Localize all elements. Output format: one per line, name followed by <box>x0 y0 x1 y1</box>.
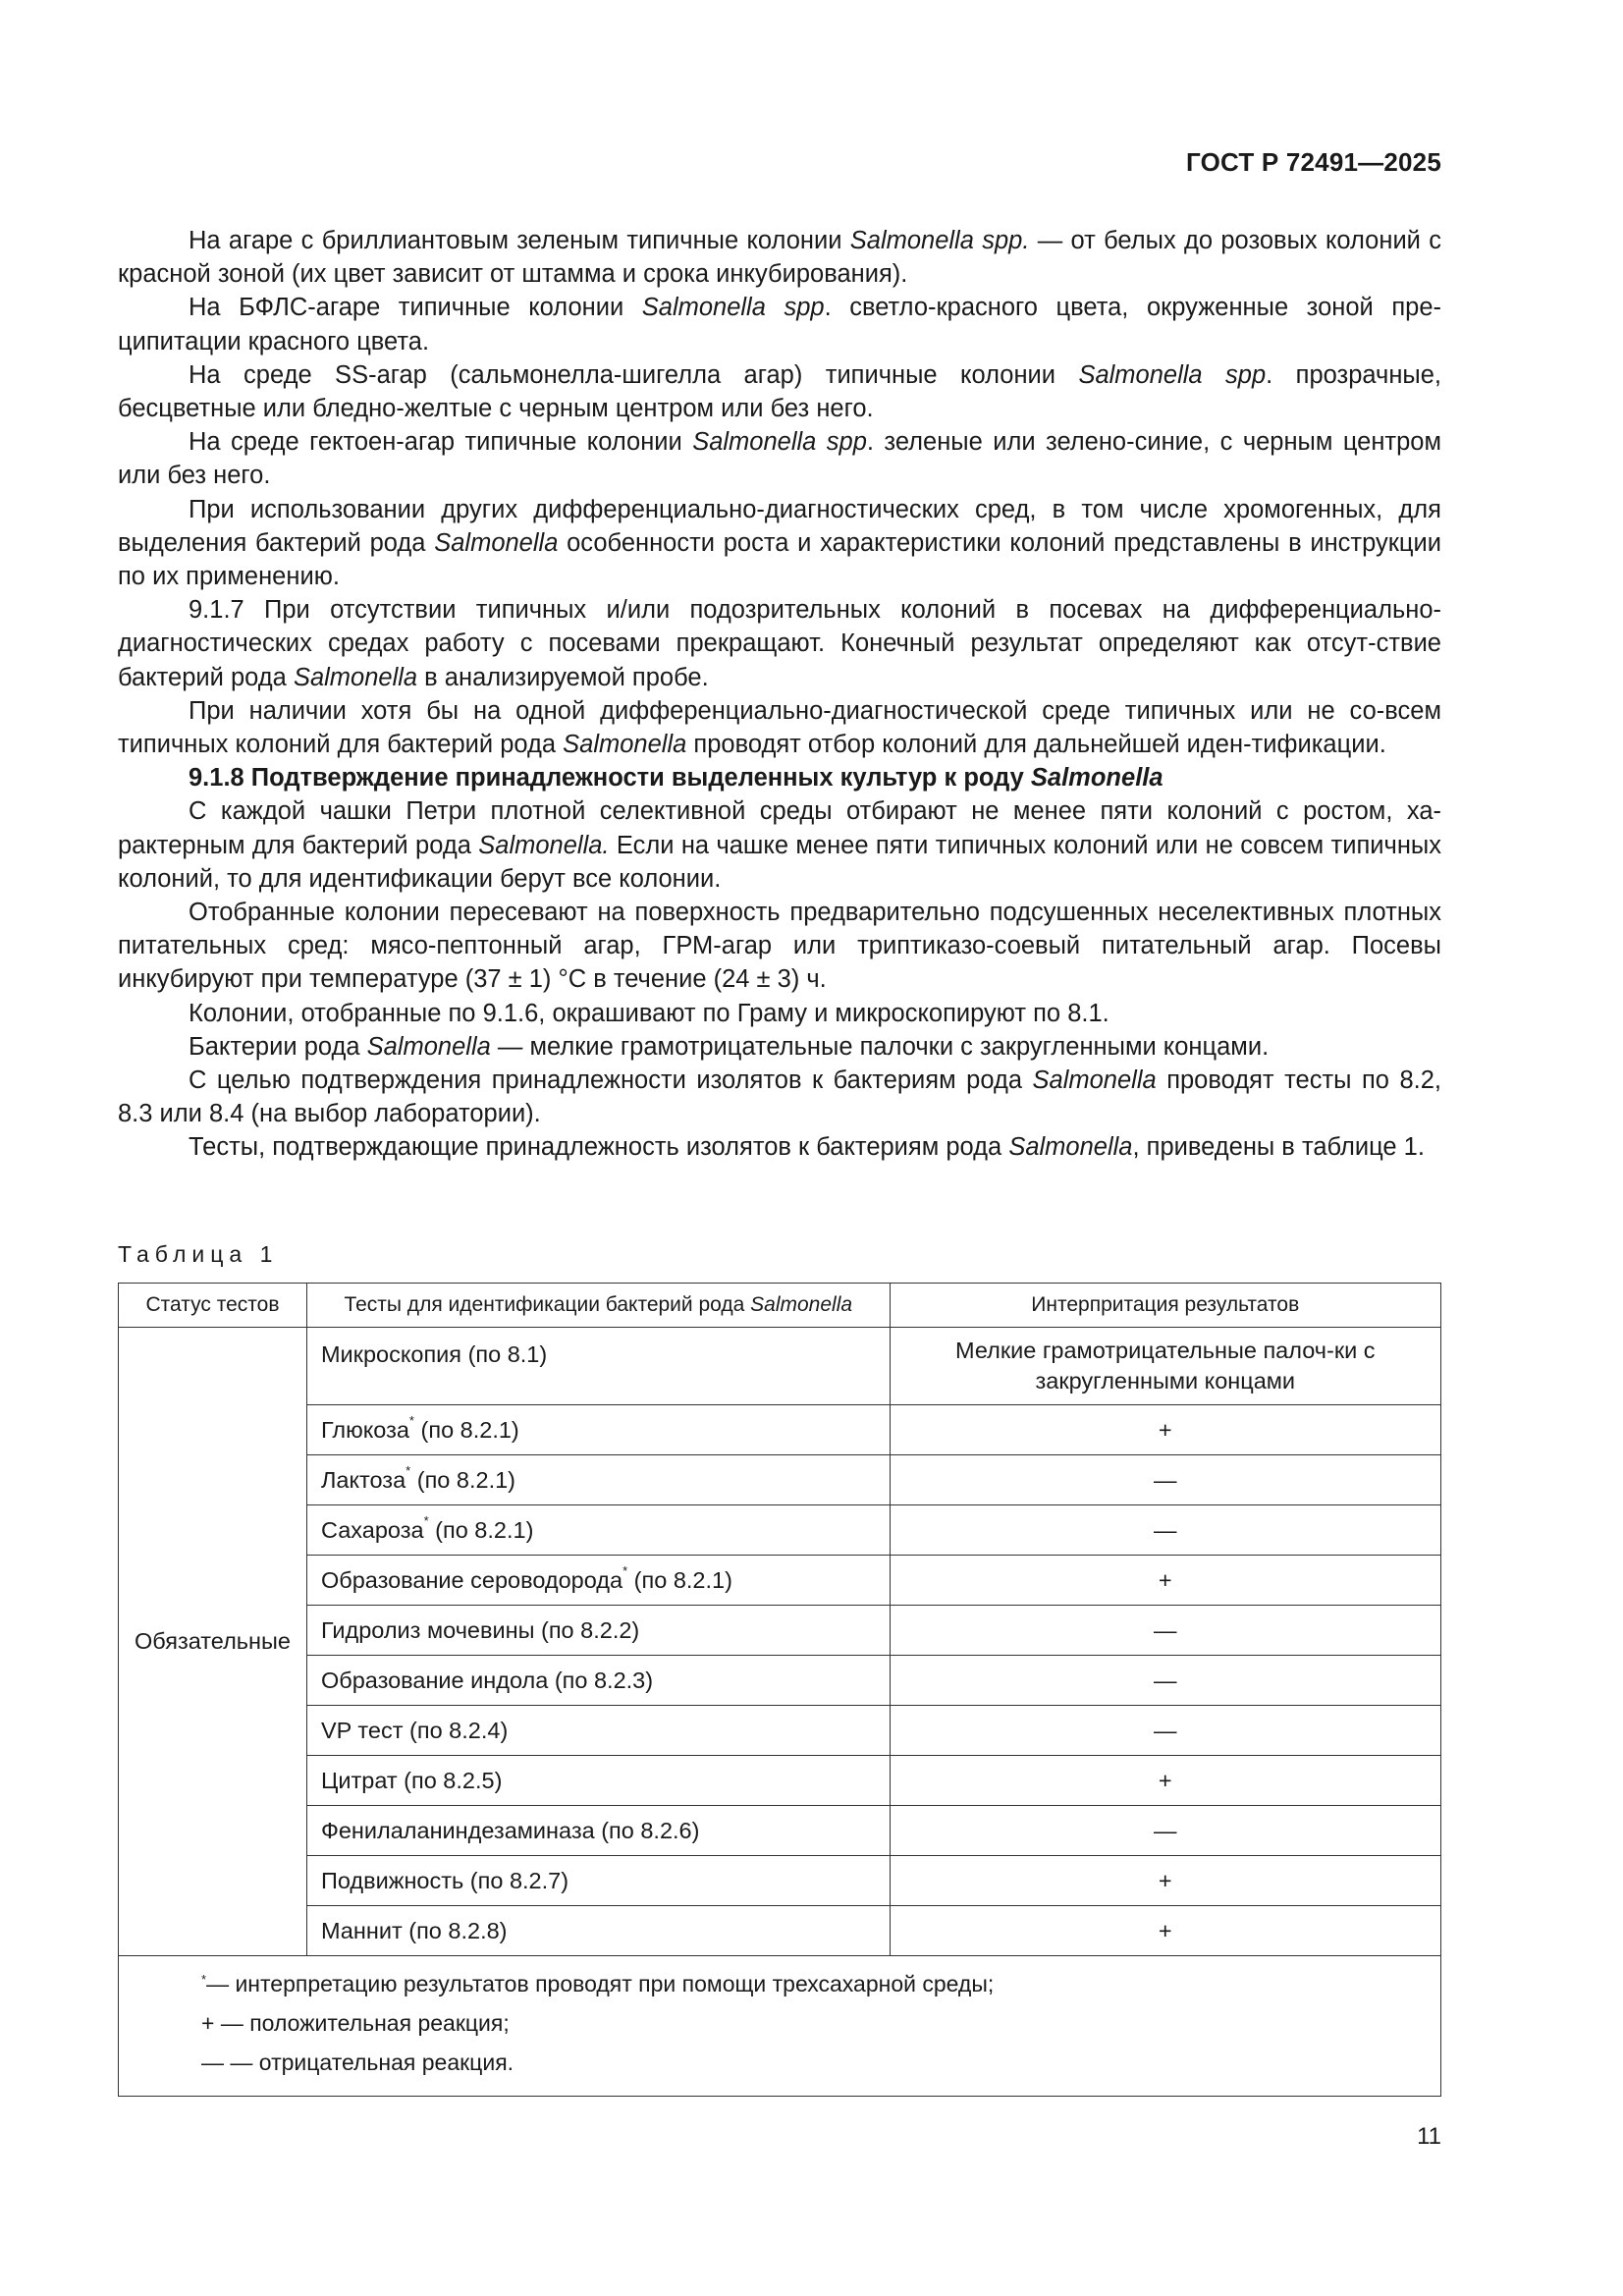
note-line <box>201 1964 1440 2003</box>
note-star: * <box>201 1972 207 1987</box>
table-row <box>119 1906 1441 1956</box>
text-run: С целью подтверждения принадлежности изолятов к бактериям рода <box>189 1066 1033 1095</box>
text-run: Если на чашке менее пяти типичных колоний или не совсем типичных колоний, то для идентификации берут все колонии. <box>118 831 1441 893</box>
text-run: На агаре с бриллиантовым зеленым типичные колонии <box>189 227 850 254</box>
italic-term: Salmonella spp. <box>849 227 1030 254</box>
paragraph <box>118 694 1441 761</box>
identification-table <box>118 1283 1441 2097</box>
text-run: . светло-красного цвета, окруженные зоной пре-ципитации красного цвета. <box>118 294 1441 355</box>
test-cell <box>306 1656 890 1706</box>
paragraph <box>118 358 1441 425</box>
paragraph <box>118 896 1441 997</box>
result-cell: + <box>890 1405 1440 1455</box>
test-cell <box>306 1556 890 1606</box>
test-name: Гидролиз мочевины (по 8.2.2) <box>320 1616 640 1643</box>
status-cell: Обязательные <box>119 1328 307 1956</box>
footnote-star: * <box>423 1512 429 1528</box>
note-line: + — положительная реакция; <box>201 2010 510 2036</box>
text-run: Колонии, отобранные по 9.1.6, окрашивают по Граму и микроскопируют по 8.1. <box>189 999 1109 1027</box>
paragraph <box>118 493 1441 594</box>
header-tests <box>306 1284 890 1328</box>
italic-term: Salmonella <box>434 528 559 557</box>
header-status: Статус тестов <box>119 1284 307 1328</box>
italic-term: Salmonella <box>1030 764 1163 793</box>
test-name: Подвижность (по 8.2.7) <box>320 1867 569 1893</box>
paragraph <box>118 794 1441 896</box>
table-row <box>119 1505 1441 1556</box>
test-cell <box>306 1906 890 1956</box>
test-cell <box>306 1328 890 1405</box>
text-run: Бактерии рода <box>189 1032 367 1061</box>
text-run: — мелкие грамотрицательные палочки с закругленными концами. <box>490 1032 1270 1061</box>
footnote-star: * <box>622 1562 628 1578</box>
table-row <box>119 1706 1441 1756</box>
header-tests-prefix: Тесты для идентификации бактерий рода <box>344 1293 751 1316</box>
text-run: 9.1.7 При отсутствии типичных и/или подозрительных колоний в посевах на дифференциально-диагностических средах работу с посевами прекращают. Конечный результат определяют как отсут-ствие бактерий рода <box>118 596 1441 691</box>
result-cell: — <box>890 1606 1440 1656</box>
text-run: особенности роста и характеристики колоний представлены в инструкции по их применению. <box>118 528 1441 591</box>
note-text: — интерпретацию результатов проводят при помощи трехсахарной среды; <box>206 1971 995 1996</box>
test-name: VP тест (по 8.2.4) <box>320 1717 509 1743</box>
result-cell: Мелкие грамотрицательные палоч-ки с закругленными концами <box>890 1328 1440 1405</box>
paragraph <box>118 997 1441 1030</box>
test-name: Фенилаланиндезаминаза (по 8.2.6) <box>320 1817 700 1843</box>
text-run: . зеленые или зелено-синие, с черным центром или без него. <box>118 428 1441 490</box>
paragraph <box>118 224 1441 291</box>
table-body <box>119 1328 1441 1956</box>
test-ref: (по 8.2.1) <box>413 1416 519 1443</box>
document-id: ГОСТ Р 72491—2025 <box>1186 147 1441 177</box>
text-run: — от белых до розовых колоний с красной зоной (их цвет зависит от штамма и срока инкубирования). <box>118 227 1441 289</box>
footnote-star: * <box>408 1412 414 1428</box>
italic-term: Salmonella spp <box>641 294 825 322</box>
table-row <box>119 1455 1441 1505</box>
table-row <box>119 1556 1441 1606</box>
text-run: проводят тесты по 8.2, 8.3 или 8.4 (на выбор лаборатории). <box>118 1066 1441 1128</box>
paragraph <box>118 291 1441 357</box>
result-cell: — <box>890 1455 1440 1505</box>
italic-term: Salmonella. <box>478 831 610 859</box>
result-cell: + <box>890 1556 1440 1606</box>
table-row <box>119 1756 1441 1806</box>
table-header-row <box>119 1284 1441 1328</box>
table-notes-row <box>119 1956 1441 2097</box>
test-ref: (по 8.2.1) <box>627 1566 732 1593</box>
header-tests-genus: Salmonella <box>750 1293 853 1316</box>
paragraph <box>118 1064 1441 1130</box>
test-ref: (по 8.2.1) <box>410 1466 515 1493</box>
text-run: Тесты, подтверждающие принадлежность изолятов к бактериям рода <box>189 1133 1009 1162</box>
footnote-star: * <box>406 1462 411 1478</box>
text-run: в анализируемой пробе. <box>417 663 709 691</box>
paragraph <box>118 425 1441 492</box>
text-run: При наличии хотя бы на одной дифференциально-диагностической среде типичных или не со-всем типичных колоний для бактерий рода <box>118 696 1441 759</box>
result-cell: + <box>890 1756 1440 1806</box>
test-name: Сахароза <box>320 1516 424 1543</box>
italic-term: Salmonella <box>1032 1066 1157 1095</box>
test-cell <box>306 1455 890 1505</box>
table-row <box>119 1606 1441 1656</box>
result-cell: + <box>890 1906 1440 1956</box>
italic-term: Salmonella <box>293 663 418 691</box>
table-row <box>119 1806 1441 1856</box>
test-cell <box>306 1706 890 1756</box>
table-row <box>119 1656 1441 1706</box>
test-cell <box>306 1405 890 1455</box>
test-name: Глюкоза <box>320 1416 409 1443</box>
text-run: . прозрачные, бесцветные или бледно-желтые с черным центром или без него. <box>118 360 1442 423</box>
table-row <box>119 1856 1441 1906</box>
text-run: На среде SS-агар (сальмонелла-шигелла агар) типичные колонии <box>189 360 1079 389</box>
result-cell: — <box>890 1806 1440 1856</box>
text-run: На среде гектоен-агар типичные колонии <box>189 428 693 457</box>
test-name: Цитрат (по 8.2.5) <box>320 1767 503 1793</box>
test-cell <box>306 1606 890 1656</box>
text-run: При использовании других дифференциально-диагностических сред, в том числе хромогенных, для выделения бактерий рода <box>118 495 1441 557</box>
page-number: 11 <box>1417 2123 1441 2150</box>
header-interpretation: Интерпритация результатов <box>890 1284 1440 1328</box>
text-run: 9.1.8 Подтверждение принадлежности выделенных культур к роду <box>189 764 1031 793</box>
result-cell: — <box>890 1505 1440 1556</box>
body-text <box>118 224 1441 1165</box>
test-name: Образование индола (по 8.2.3) <box>320 1667 654 1693</box>
test-cell <box>306 1756 890 1806</box>
result-cell: — <box>890 1706 1440 1756</box>
table-caption: Таблица 1 <box>118 1241 279 1267</box>
test-cell <box>306 1505 890 1556</box>
section-heading <box>118 761 1441 794</box>
text-run: Отобранные колонии пересевают на поверхность предварительно подсушенных неселективных плотных питательных сред: мясо-пептонный агар, ГРМ-агар или триптиказо-соевый питательный агар. Посевы инкубируют при температуре (37 ± 1) °C в течение (24 ± 3) ч. <box>118 899 1441 994</box>
italic-term: Salmonella <box>563 731 687 759</box>
paragraph <box>118 593 1441 694</box>
test-name: Маннит (по 8.2.8) <box>320 1917 508 1943</box>
paragraph <box>118 1030 1441 1064</box>
test-name: Микроскопия (по 8.1) <box>320 1341 548 1367</box>
text-run: , приведены в таблице 1. <box>1132 1133 1425 1162</box>
table-row <box>119 1405 1441 1455</box>
result-cell: + <box>890 1856 1440 1906</box>
text-run: С каждой чашки Петри плотной селективной среды отбирают не менее пяти колоний с ростом, ха-рактерным для бактерий рода <box>118 797 1441 859</box>
test-name: Образование сероводорода <box>320 1566 623 1593</box>
test-name: Лактоза <box>320 1466 406 1493</box>
italic-term: Salmonella <box>366 1032 491 1061</box>
test-ref: (по 8.2.1) <box>428 1516 534 1543</box>
text-run: На БФЛС-агаре типичные колонии <box>189 294 642 322</box>
italic-term: Salmonella spp <box>692 428 867 457</box>
result-cell: — <box>890 1656 1440 1706</box>
text-run: проводят отбор колоний для дальнейшей иден-тификации. <box>686 731 1386 759</box>
test-cell <box>306 1856 890 1906</box>
table-row <box>119 1328 1441 1405</box>
paragraph <box>118 1130 1441 1164</box>
italic-term: Salmonella spp <box>1078 360 1267 389</box>
note-line: — — отрицательная реакция. <box>201 2050 514 2075</box>
test-cell <box>306 1806 890 1856</box>
table-notes <box>119 1956 1441 2097</box>
italic-term: Salmonella <box>1008 1133 1133 1162</box>
